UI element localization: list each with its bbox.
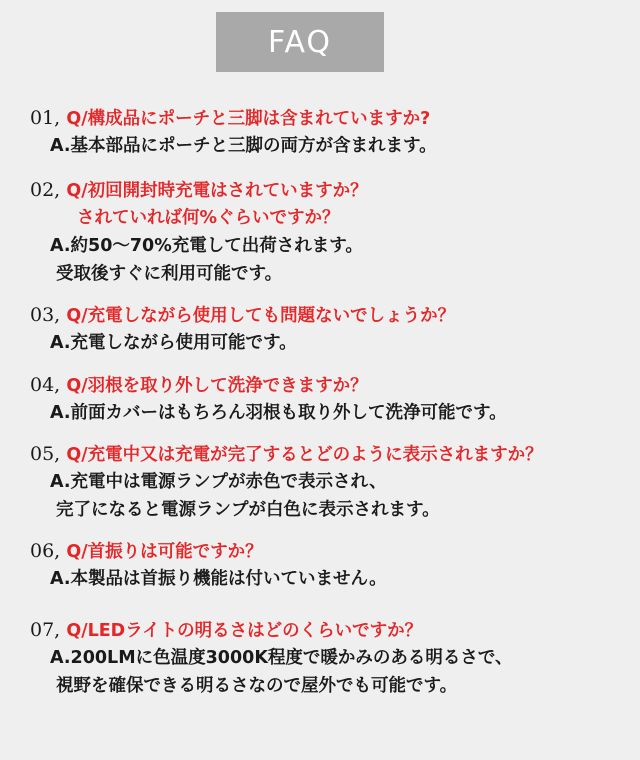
faq-question-line — [30, 440, 630, 468]
faq-title: FAQ — [267, 24, 333, 60]
faq-number: 06, — [30, 540, 61, 562]
faq-question-line — [30, 537, 630, 565]
faq-answer-line: A.本製品は首振り機能は付いていません。 — [50, 569, 387, 589]
faq-answer-line: A.基本部品にポーチと三脚の両方が含まれます。 — [50, 136, 437, 156]
faq-answer-line: A.約50～70%充電して出荷されます。 — [50, 236, 363, 256]
faq-answer-line: A.200LMに色温度3000K程度で暖かみのある明るさで、 — [50, 648, 513, 668]
faq-question-text: Q/充電中又は充電が完了するとどのように表示されますか？ — [66, 445, 543, 465]
faq-number: 01, — [30, 107, 61, 129]
faq-item-06 — [30, 537, 630, 593]
faq-question-text: Q/LEDライトの明るさはどのくらいですか？ — [66, 621, 423, 641]
faq-number: 05, — [30, 443, 61, 465]
faq-answer-line: A.充電中は電源ランプが赤色で表示され、 — [50, 472, 387, 492]
faq-answer-line: A.前面カバーはもちろん羽根も取り外して洗浄可能です。 — [50, 403, 507, 423]
faq-answer-continuation: 受取後すぐに利用可能です。 — [56, 264, 283, 284]
faq-answer-line: A.充電しながら使用可能です。 — [50, 333, 297, 353]
faq-question-text: Q/初回開封時充電はされていますか？ — [66, 181, 368, 201]
faq-number: 07, — [30, 619, 61, 641]
faq-number: 04, — [30, 374, 61, 396]
faq-question-line — [30, 176, 630, 204]
faq-question-line — [30, 301, 630, 329]
faq-item-02 — [30, 176, 630, 288]
faq-item-04 — [30, 371, 630, 427]
faq-number: 02, — [30, 179, 61, 201]
faq-item-05 — [30, 440, 630, 524]
faq-question-line — [30, 104, 630, 132]
faq-item-07 — [30, 616, 630, 700]
faq-answer-continuation: 視野を確保できる明るさなので屋外でも可能です。 — [56, 676, 458, 696]
faq-question-line — [30, 616, 630, 644]
faq-question-text: Q/首振りは可能ですか？ — [66, 542, 263, 562]
faq-header — [216, 12, 384, 72]
faq-question-continuation: されていれば何%ぐらいですか？ — [77, 208, 340, 228]
faq-question-text: Q/構成品にポーチと三脚は含まれていますか? — [66, 109, 431, 129]
faq-question-line — [30, 371, 630, 399]
faq-question-text: Q/羽根を取り外して洗浄できますか？ — [66, 376, 368, 396]
faq-item-01 — [30, 104, 630, 160]
faq-answer-continuation: 完了になると電源ランプが白色に表示されます。 — [56, 500, 440, 520]
faq-number: 03, — [30, 304, 61, 326]
faq-question-text: Q/充電しながら使用しても問題ないでしょうか？ — [66, 306, 456, 326]
faq-item-03 — [30, 301, 630, 357]
